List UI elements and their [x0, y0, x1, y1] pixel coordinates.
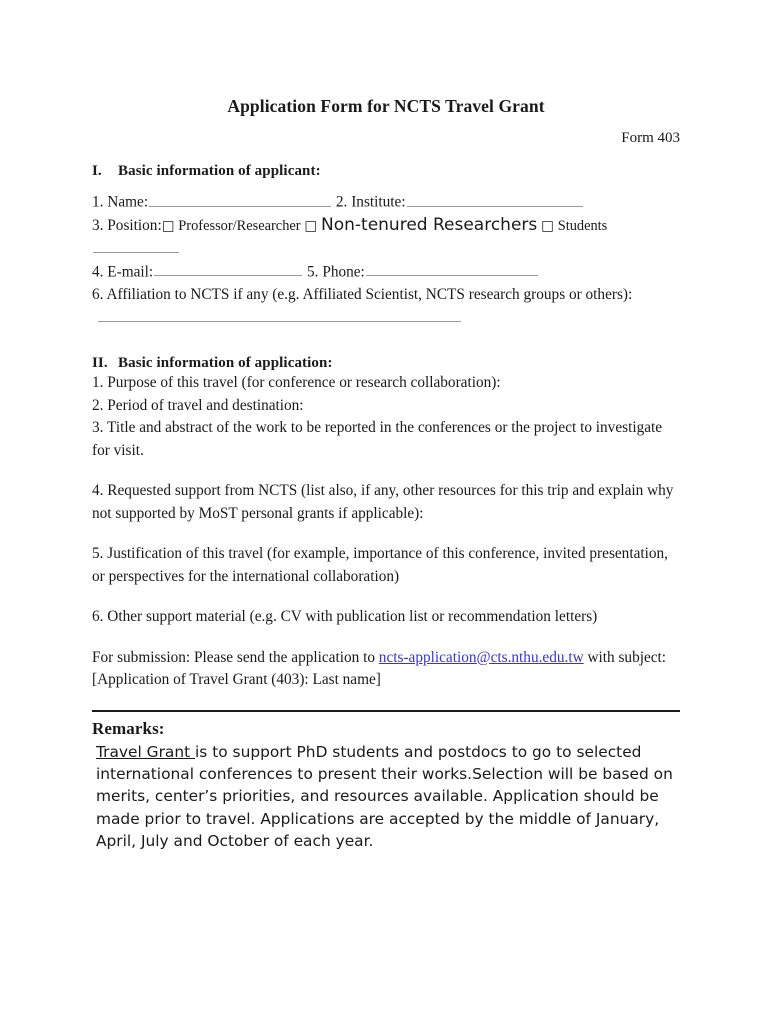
submission-instructions	[92, 647, 680, 670]
page-title: Application Form for NCTS Travel Grant	[227, 96, 545, 116]
position-option-students-label: Students	[557, 218, 608, 235]
phone-label: 5. Phone:	[307, 263, 365, 281]
checkbox-professor-researcher[interactable]: □	[161, 218, 175, 235]
section-ii-heading-text: Basic information of application:	[118, 355, 333, 372]
spacer	[92, 692, 680, 710]
spacer	[92, 329, 680, 355]
spacer	[92, 525, 680, 543]
position-row	[92, 214, 680, 238]
position-option-professor-researcher-label: Professor/Researcher	[178, 218, 301, 235]
section-i-heading-text: Basic information of applicant:	[118, 163, 321, 179]
affiliation-label: 6. Affiliation to NCTS if any (e.g. Affiliated Scientist, NCTS research groups or others):	[92, 285, 633, 303]
submission-subject-line: [Application of Travel Grant (403): Last name]	[92, 671, 381, 689]
email-input[interactable]	[154, 261, 302, 277]
remarks-body-text: is to support PhD students and postdocs to go to selected international conferences to present their works.Selection will be based on merits, center’s priorities, and resources available. Application should be made prior to travel. Applications are accepted by the middle of January, April, July and October of each year.	[96, 742, 673, 851]
name-label: 1. Name:	[92, 193, 149, 211]
remarks-title: Remarks:	[92, 718, 165, 738]
form-number: Form 403	[621, 130, 680, 146]
name-input[interactable]	[149, 191, 331, 207]
affiliation-input[interactable]	[98, 306, 461, 322]
institute-label: 2. Institute:	[335, 193, 406, 211]
spacer	[92, 629, 680, 647]
document-page	[92, 0, 680, 853]
section-ii-item-2: 2. Period of travel and destination:	[92, 396, 304, 414]
remarks-underlined-term: Travel Grant	[96, 742, 196, 761]
submission-prefix: For submission: Please send the application to	[92, 648, 375, 666]
checkbox-non-tenured-researchers[interactable]: □	[304, 218, 318, 235]
submission-suffix: with subject:	[587, 648, 667, 666]
phone-input[interactable]	[366, 261, 538, 277]
section-ii-item-5: 5. Justification of this travel (for example, importance of this conference, invited presentation, or perspectives for the international collaboration)	[92, 545, 668, 585]
spacer	[92, 180, 680, 191]
affiliation-input-row	[92, 306, 680, 329]
section-ii-item-1: 1. Purpose of this travel (for conference or research collaboration):	[92, 374, 501, 392]
remarks-body	[92, 739, 680, 853]
section-i-heading	[92, 147, 680, 180]
section-ii-item-6: 6. Other support material (e.g. CV with publication list or recommendation letters)	[92, 608, 598, 626]
spacer	[92, 462, 680, 480]
institute-input[interactable]	[407, 191, 583, 207]
submission-email-link[interactable]: ncts-application@cts.nthu.edu.tw	[378, 648, 584, 666]
section-ii-numeral: II.	[92, 355, 108, 372]
name-institute-row	[92, 191, 680, 214]
section-i-numeral: I.	[92, 163, 102, 179]
email-label: 4. E-mail:	[92, 263, 154, 281]
position-option-non-tenured-researchers-label: Non-tenured Researchers	[321, 215, 538, 236]
affiliation-row	[92, 284, 680, 307]
spacer	[92, 588, 680, 606]
section-ii-heading	[92, 355, 680, 372]
section-ii-item-3: 3. Title and abstract of the work to be reported in the conferences or the project to investigate for visit.	[92, 419, 663, 459]
checkbox-students[interactable]: □	[541, 218, 554, 235]
section-ii-item-4: 4. Requested support from NCTS (list also, if any, other resources for this trip and explain why not supported by MoST personal grants if applicable):	[92, 482, 674, 522]
email-phone-row	[92, 261, 680, 284]
position-label: 3. Position:	[92, 217, 162, 235]
position-other-input[interactable]	[93, 238, 179, 254]
position-continuation-row	[92, 238, 680, 261]
